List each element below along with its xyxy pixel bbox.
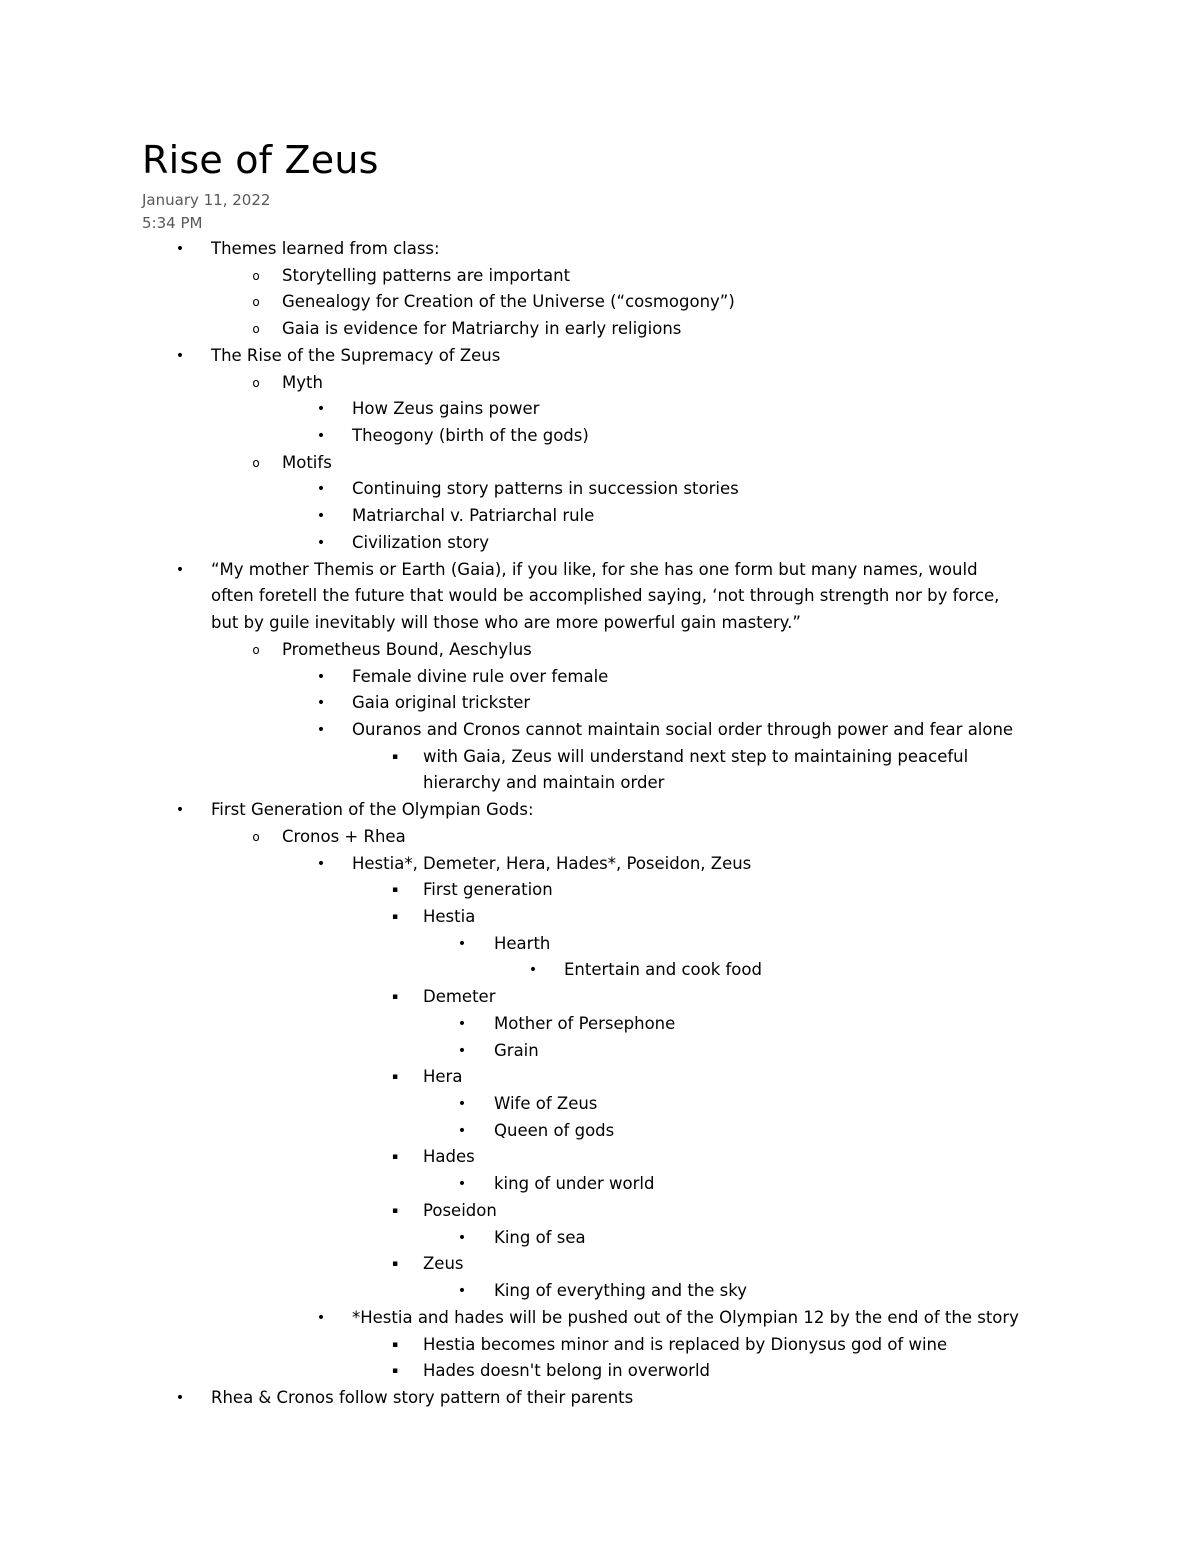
outline-item: Ouranos and Cronos cannot maintain social order through power and fear alone [352, 719, 1014, 739]
outline-item: How Zeus gains power [352, 399, 540, 419]
outline-item: First generation [423, 880, 553, 900]
bullet-circle-icon: o [252, 455, 260, 470]
bullet-circle-icon: o [252, 829, 260, 844]
bullet-disc-icon: • [457, 1096, 467, 1113]
outline-item: but by guile inevitably will those who are more powerful gain mastery.” [211, 613, 801, 633]
outline-item: with Gaia, Zeus will understand next step to maintaining peaceful [423, 746, 969, 766]
bullet-disc-icon: • [316, 855, 326, 872]
outline-item: Queen of gods [494, 1120, 615, 1140]
bullet-disc-icon: • [316, 481, 326, 498]
bullet-square-icon: ▪ [391, 1152, 399, 1163]
outline-item: king of under world [494, 1174, 655, 1194]
bullet-disc-icon: • [528, 962, 538, 979]
bullet-disc-icon: • [316, 668, 326, 685]
outline-item: Grain [494, 1040, 539, 1060]
outline-item: Hestia*, Demeter, Hera, Hades*, Poseidon, Zeus [352, 853, 752, 873]
bullet-square-icon: ▪ [391, 1259, 399, 1270]
bullet-square-icon: ▪ [391, 751, 399, 762]
outline-item: Demeter [423, 987, 496, 1007]
outline-item: Zeus [423, 1254, 464, 1274]
note-date: January 11, 2022 [142, 191, 271, 209]
outline-item: Entertain and cook food [564, 960, 762, 980]
bullet-square-icon: ▪ [391, 912, 399, 922]
bullet-disc-icon: • [316, 1309, 326, 1326]
bullet-disc-icon: • [316, 534, 326, 551]
outline-item: Rhea & Cronos follow story pattern of their parents [211, 1387, 634, 1407]
outline-item: King of sea [494, 1227, 586, 1247]
outline-item: Theogony (birth of the gods) [352, 426, 589, 446]
bullet-disc-icon: • [457, 1122, 467, 1139]
outline-item: Gaia original trickster [352, 693, 531, 713]
outline-item: Mother of Persephone [494, 1013, 676, 1033]
outline-item: Continuing story patterns in succession stories [352, 479, 739, 499]
outline-item: Genealogy for Creation of the Universe (“cosmogony”) [282, 292, 735, 312]
bullet-square-icon: ▪ [391, 1205, 399, 1216]
bullet-disc-icon: • [457, 1283, 467, 1300]
bullet-circle-icon: o [252, 322, 260, 337]
bullet-disc-icon: • [316, 695, 326, 712]
bullet-disc-icon: • [316, 428, 326, 445]
bullet-circle-icon: o [252, 642, 260, 657]
outline-item: Motifs [282, 452, 332, 472]
outline-item: Poseidon [423, 1200, 497, 1220]
bullet-disc-icon: • [457, 1229, 467, 1246]
bullet-disc-icon: • [316, 508, 326, 525]
bullet-square-icon: ▪ [391, 885, 399, 896]
outline-item: Cronos + Rhea [282, 826, 406, 846]
outline-item: The Rise of the Supremacy of Zeus [211, 345, 501, 365]
outline-item: *Hestia and hades will be pushed out of the Olympian 12 by the end of the story [352, 1307, 1019, 1327]
bullet-square-icon: ▪ [391, 1366, 399, 1377]
outline-item: “My mother Themis or Earth (Gaia), if you like, for she has one form but many names, would [211, 559, 978, 579]
bullet-square-icon: ▪ [391, 992, 399, 1003]
outline-item: Civilization story [352, 532, 489, 552]
outline-item: Hades doesn't belong in overworld [423, 1361, 711, 1381]
outline-item: Hera [423, 1067, 463, 1087]
outline-item: Themes learned from class: [211, 239, 440, 258]
outline-item: Female divine rule over female [352, 666, 609, 686]
outline-item: Matriarchal v. Patriarchal rule [352, 506, 595, 526]
bullet-disc-icon: • [175, 802, 185, 819]
outline-item: Hestia becomes minor and is replaced by Dionysus god of wine [423, 1334, 948, 1354]
outline-item: Hearth [494, 933, 551, 953]
outline-item: Storytelling patterns are important [282, 265, 571, 285]
outline-item: hierarchy and maintain order [423, 773, 665, 793]
bullet-disc-icon: • [175, 561, 185, 578]
bullet-disc-icon: • [175, 347, 185, 364]
bullet-circle-icon: o [252, 375, 260, 390]
outline-item: Hestia [423, 907, 476, 926]
bullet-disc-icon: • [457, 1176, 467, 1193]
outline-item: Gaia is evidence for Matriarchy in early religions [282, 319, 682, 339]
outline-item: King of everything and the sky [494, 1281, 747, 1301]
outline-item: Prometheus Bound, Aeschylus [282, 639, 532, 659]
bullet-disc-icon: • [457, 1015, 467, 1032]
bullet-disc-icon: • [175, 1389, 185, 1406]
bullet-disc-icon: • [175, 241, 185, 257]
outline-item: Hades [423, 1147, 475, 1167]
bullet-disc-icon: • [316, 401, 326, 418]
outline-item: Wife of Zeus [494, 1094, 598, 1114]
note-time: 5:34 PM [142, 214, 203, 232]
page-title: Rise of Zeus [142, 138, 379, 182]
outline-item: Myth [282, 372, 323, 392]
bullet-disc-icon: • [457, 1042, 467, 1059]
bullet-square-icon: ▪ [391, 1339, 399, 1350]
bullet-disc-icon: • [316, 721, 326, 738]
bullet-circle-icon: o [252, 268, 260, 283]
bullet-circle-icon: o [252, 295, 260, 310]
outline-item: First Generation of the Olympian Gods: [211, 800, 534, 820]
outline-item: often foretell the future that would be accomplished saying, ‘not through strength nor by force, [211, 586, 1000, 606]
bullet-disc-icon: • [457, 935, 467, 952]
bullet-square-icon: ▪ [391, 1072, 399, 1083]
